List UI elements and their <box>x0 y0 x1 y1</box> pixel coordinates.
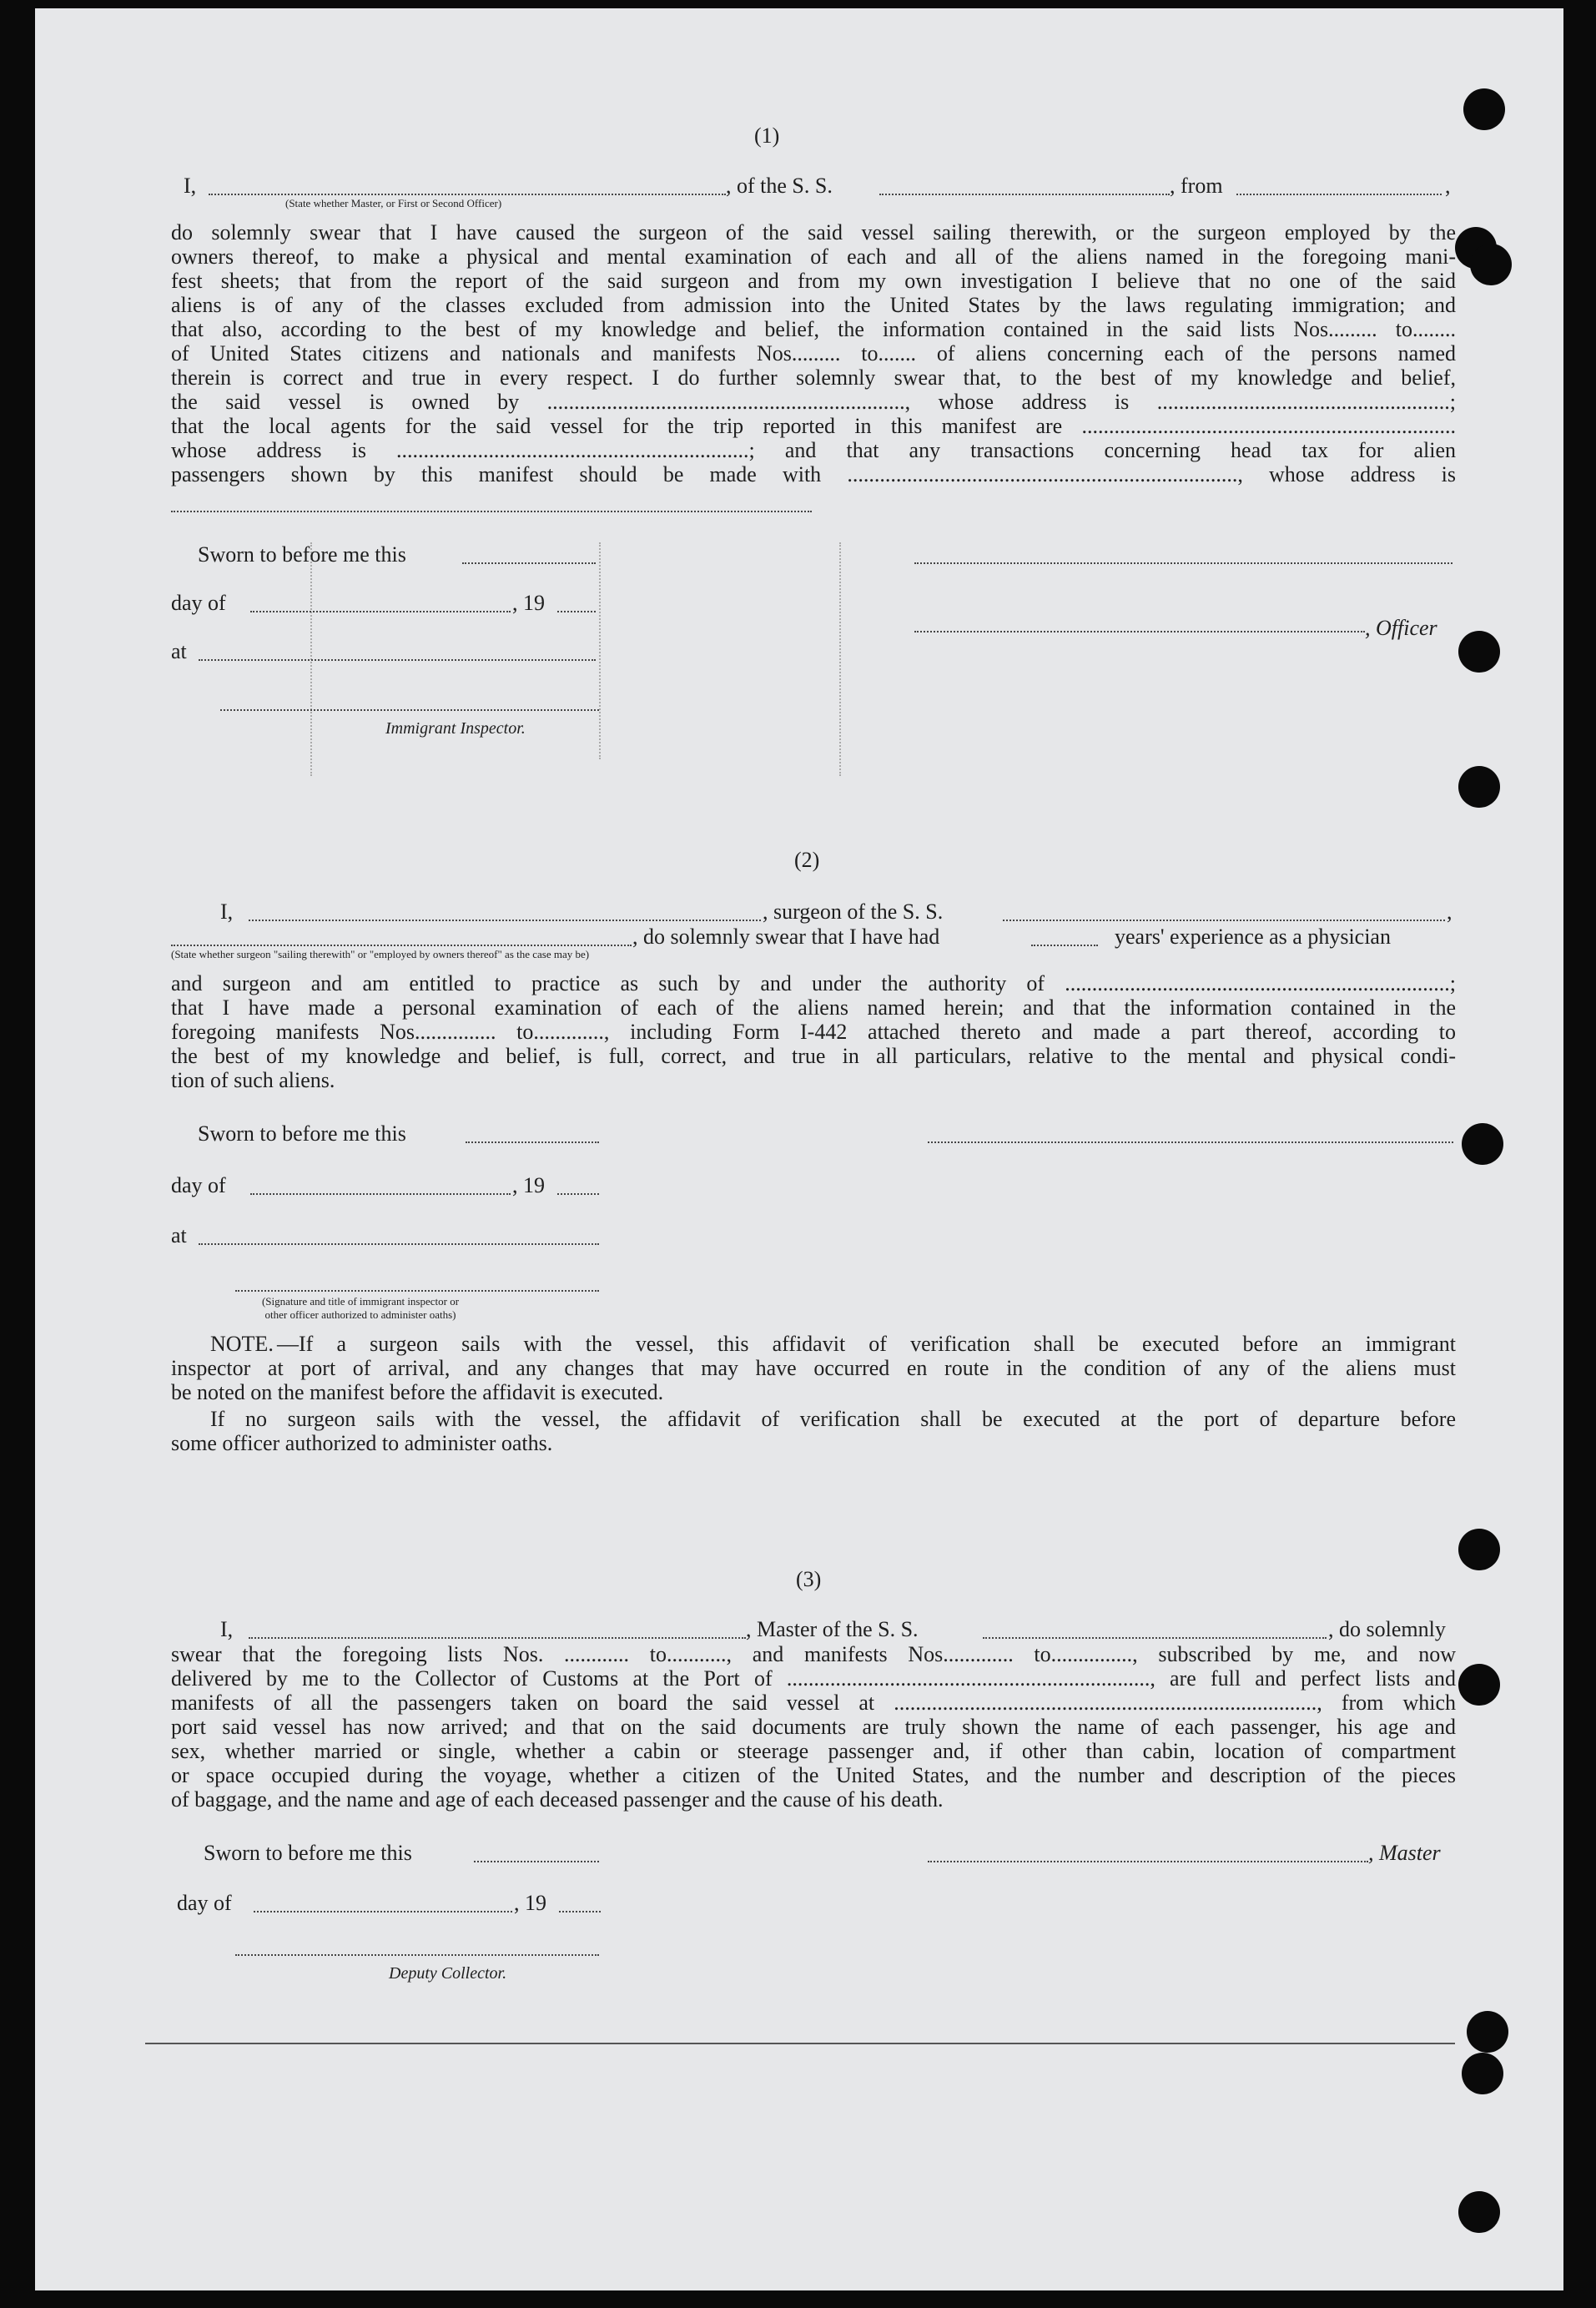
bleed-through-line <box>599 542 601 759</box>
section-3-number: (3) <box>796 1567 822 1591</box>
section-2-body-line: and surgeon and am entitled to practice as such by and under the authority of .......................................................................; <box>171 971 1456 995</box>
surgeon-type-field[interactable] <box>171 945 632 946</box>
officer-name-field[interactable] <box>209 194 726 195</box>
day-of-label: day of <box>171 1173 226 1197</box>
note-line: some officer authorized to administer oaths. <box>171 1431 553 1455</box>
signature-note: (Signature and title of immigrant inspector or <box>261 1295 460 1308</box>
label-master-of: , Master of the S. S. <box>746 1617 919 1641</box>
section-3-body-line: port said vessel has now arrived; and that on the said documents are truly shown the name of each passenger, his age and <box>171 1715 1456 1739</box>
at-label: at <box>171 639 187 663</box>
master-vessel-field[interactable] <box>983 1637 1327 1639</box>
section-1-body-line: fest sheets; that from the report of the said surgeon and from my own investigation I believe that no one of the said <box>171 269 1456 293</box>
inspector-label: Immigrant Inspector. <box>385 719 526 738</box>
sworn-label: Sworn to before me this <box>198 542 406 567</box>
note-line: be noted on the manifest before the affidavit is executed. <box>171 1380 664 1404</box>
surgeon-note: (State whether surgeon "sailing therewith" or "employed by owners thereof" as the case may be) <box>171 948 590 960</box>
master-label: , Master <box>1368 1841 1441 1865</box>
punch-hole <box>1467 2011 1508 2053</box>
day-of-label: day of <box>177 1891 232 1915</box>
label-i: I, <box>220 1617 234 1641</box>
section-2-number: (2) <box>794 848 820 872</box>
punch-hole <box>1458 2191 1500 2233</box>
years-field[interactable] <box>1031 945 1098 946</box>
section-2-body-line: tion of such aliens. <box>171 1068 335 1092</box>
section-1-body-line: the said vessel is owned by .................................................................., whose address is ......................................................; <box>171 390 1456 414</box>
label-i: I, <box>184 174 197 198</box>
sworn-label: Sworn to before me this <box>198 1121 406 1146</box>
section-1-body-line: passengers shown by this manifest should be made with ........................................................................, whose address is <box>171 462 1456 486</box>
punch-hole <box>1458 766 1500 808</box>
day-of-label: day of <box>171 591 226 615</box>
section-2-body-line: the best of my knowledge and belief, is full, correct, and true in all particulars, relative to the mental and physical condi- <box>171 1044 1456 1068</box>
year-field[interactable] <box>557 611 596 612</box>
section-3-body-line: swear that the foregoing lists Nos. ............ to..........., and manifests Nos............. to..............., subscribed by me, and now <box>171 1642 1456 1666</box>
at-field[interactable] <box>199 1243 599 1245</box>
section-3-body-line: or space occupied during the voyage, whether a citizen of the United States, and the number and description of the pieces <box>171 1763 1456 1787</box>
bottom-rule <box>145 2043 1455 2044</box>
punch-hole <box>1462 1123 1503 1165</box>
day-of-field[interactable] <box>250 611 511 612</box>
master-signature-field[interactable] <box>928 1861 1368 1862</box>
section-3-body-line: of baggage, and the name and age of each deceased passenger and the cause of his death. <box>171 1787 944 1812</box>
note-label: NOTE. <box>210 1332 274 1356</box>
section-1-body-line: do solemnly swear that I have caused the surgeon of the said vessel sailing therewith, or the surgeon employed by the <box>171 220 1456 244</box>
day-of-field[interactable] <box>250 1193 511 1195</box>
section-1-body-line: whose address is .................................................................; and that any transactions concerning head tax for alien <box>171 438 1456 462</box>
label-of-ss: , of the S. S. <box>726 174 833 198</box>
officer-title-field[interactable] <box>914 631 1365 632</box>
section-3-body-line: manifests of all the passengers taken on board the said vessel at .............................................................................., from which <box>171 1691 1456 1715</box>
note-line: If no surgeon sails with the vessel, the affidavit of verification shall be executed at the port of departure before <box>210 1407 1456 1431</box>
address-continuation-field[interactable] <box>171 511 812 512</box>
label-from: , from <box>1170 174 1223 198</box>
section-1-body-line: therein is correct and true in every respect. I do further solemnly swear that, to the best of my knowledge and belief, <box>171 365 1456 390</box>
affidavit-page <box>35 8 1563 2290</box>
section-3-body-line: delivered by me to the Collector of Customs at the Port of ..................................................................., are full and perfect lists and <box>171 1666 1456 1691</box>
punch-hole <box>1458 1529 1500 1570</box>
section-1-body-line: owners thereof, to make a physical and mental examination of each and all of the aliens named in the foregoing mani- <box>171 244 1456 269</box>
sworn-field[interactable] <box>462 562 596 564</box>
year-field[interactable] <box>557 1193 599 1195</box>
vessel-name-field[interactable] <box>879 194 1170 195</box>
surgeon-vessel-field[interactable] <box>1003 920 1445 921</box>
punch-hole <box>1470 244 1512 285</box>
bleed-through-line <box>839 542 841 776</box>
year-label: , 19 <box>514 1891 546 1915</box>
at-field[interactable] <box>199 659 596 661</box>
sworn-label: Sworn to before me this <box>204 1841 412 1865</box>
section-1-body-line: that the local agents for the said vessel for the trip reported in this manifest are ..................................................................... <box>171 414 1456 438</box>
sworn-field[interactable] <box>466 1141 599 1143</box>
comma: , <box>1445 174 1451 198</box>
authorized-officer-signature-field[interactable] <box>235 1290 599 1292</box>
officer-signature-field[interactable] <box>914 562 1453 564</box>
year-label: , 19 <box>512 1173 545 1197</box>
punch-hole <box>1458 631 1500 673</box>
comma: , <box>1447 900 1453 924</box>
year-label: , 19 <box>512 591 545 615</box>
section-1-body-line: that also, according to the best of my knowledge and belief, the information contained in the said lists Nos......... to........ <box>171 317 1456 341</box>
day-of-field[interactable] <box>254 1911 512 1912</box>
officer-note: (State whether Master, or First or Second Officer) <box>285 197 502 209</box>
section-1-body-line: aliens is of any of the classes excluded from admission into the United States by the laws regulating immigration; and <box>171 293 1456 317</box>
punch-hole <box>1462 2053 1503 2094</box>
sworn-field[interactable] <box>474 1861 599 1862</box>
section-3-body-line: sex, whether married or single, whether a cabin or steerage passenger and, if other than cabin, location of compartment <box>171 1739 1456 1763</box>
officer-label: , Officer <box>1365 616 1437 640</box>
label-years: years' experience as a physician <box>1115 925 1391 949</box>
signature-note: other officer authorized to administer oaths) <box>264 1308 456 1321</box>
from-port-field[interactable] <box>1236 194 1442 195</box>
section-1-number: (1) <box>754 123 780 148</box>
deputy-collector-signature-field[interactable] <box>235 1954 599 1956</box>
label-swear: , do solemnly swear that I have had <box>632 925 940 949</box>
label-surgeon-of: , surgeon of the S. S. <box>763 900 944 924</box>
at-label: at <box>171 1223 187 1247</box>
master-name-field[interactable] <box>249 1637 746 1639</box>
deputy-label: Deputy Collector. <box>389 1964 507 1983</box>
year-field[interactable] <box>559 1911 601 1912</box>
note-line: —If a surgeon sails with the vessel, this affidavit of verification shall be executed before an immigrant <box>277 1332 1456 1356</box>
surgeon-name-field[interactable] <box>249 920 761 921</box>
section-2-body-line: that I have made a personal examination of each of the aliens named herein; and that the information contained in the <box>171 995 1456 1020</box>
surgeon-signature-field[interactable] <box>928 1141 1453 1143</box>
punch-hole <box>1463 88 1505 130</box>
section-1-body-line: of United States citizens and nationals and manifests Nos......... to....... of aliens concerning each of the persons named <box>171 341 1456 365</box>
label-i: I, <box>220 900 234 924</box>
label-solemnly: , do solemnly <box>1328 1617 1446 1641</box>
punch-hole <box>1458 1664 1500 1706</box>
section-2-body-line: foregoing manifests Nos............... to............., including Form I-442 attached thereto and made a part thereof, according to <box>171 1020 1456 1044</box>
inspector-signature-field[interactable] <box>220 709 599 711</box>
note-line: inspector at port of arrival, and any changes that may have occurred en route in the condition of any of the aliens must <box>171 1356 1456 1380</box>
